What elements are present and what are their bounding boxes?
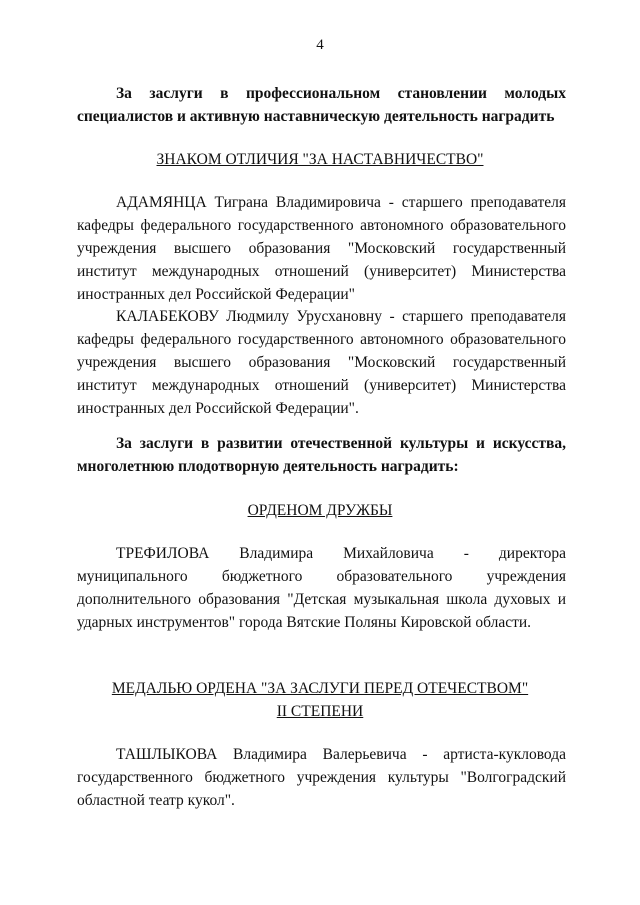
- awardee-paragraph: АДАМЯНЦА Тиграна Владимировича - старшего преподавателя кафедры федерального государственного автономного образовательного учреждения высшего образования "Московский государственный институт международных отношений (университет) Министерства иностранных дел Российской Федерации": [77, 194, 566, 303]
- award-title-medal-degree: II СТЕПЕНИ: [276, 703, 364, 720]
- section-intro-mentorship: За заслуги в профессиональном становлении молодых специалистов и активную наставническую деятельность наградить: [77, 85, 566, 125]
- page-number: 4: [316, 37, 324, 53]
- section-intro-culture: За заслуги в развитии отечественной культуры и искусства, многолетнюю плодотворную деятельность наградить:: [77, 435, 566, 475]
- awardee-paragraph: ТРЕФИЛОВА Владимира Михайловича - директора муниципального бюджетного образовательного учреждения дополнительного образования "Детская музыкальная школа духовых и ударных инструментов" города Вятские Поляны Кировской области.: [77, 545, 566, 631]
- awardee-paragraph: КАЛАБЕКОВУ Людмилу Урусхановну - старшего преподавателя кафедры федерального государственного автономного образовательного учреждения высшего образования "Московский государственный институт международных отношений (университет) Министерства иностранных дел Российской Федерации".: [77, 308, 566, 417]
- award-title-medal: МЕДАЛЬЮ ОРДЕНА "ЗА ЗАСЛУГИ ПЕРЕД ОТЕЧЕСТВОМ": [111, 680, 529, 697]
- award-title-mentorship: ЗНАКОМ ОТЛИЧИЯ "ЗА НАСТАВНИЧЕСТВО": [156, 151, 484, 168]
- awardee-paragraph: ТАШЛЫКОВА Владимира Валерьевича - артиста-кукловода государственного бюджетного учреждения культуры "Волгоградский областной театр кукол".: [77, 746, 566, 809]
- award-title-friendship: ОРДЕНОМ ДРУЖБЫ: [247, 502, 393, 519]
